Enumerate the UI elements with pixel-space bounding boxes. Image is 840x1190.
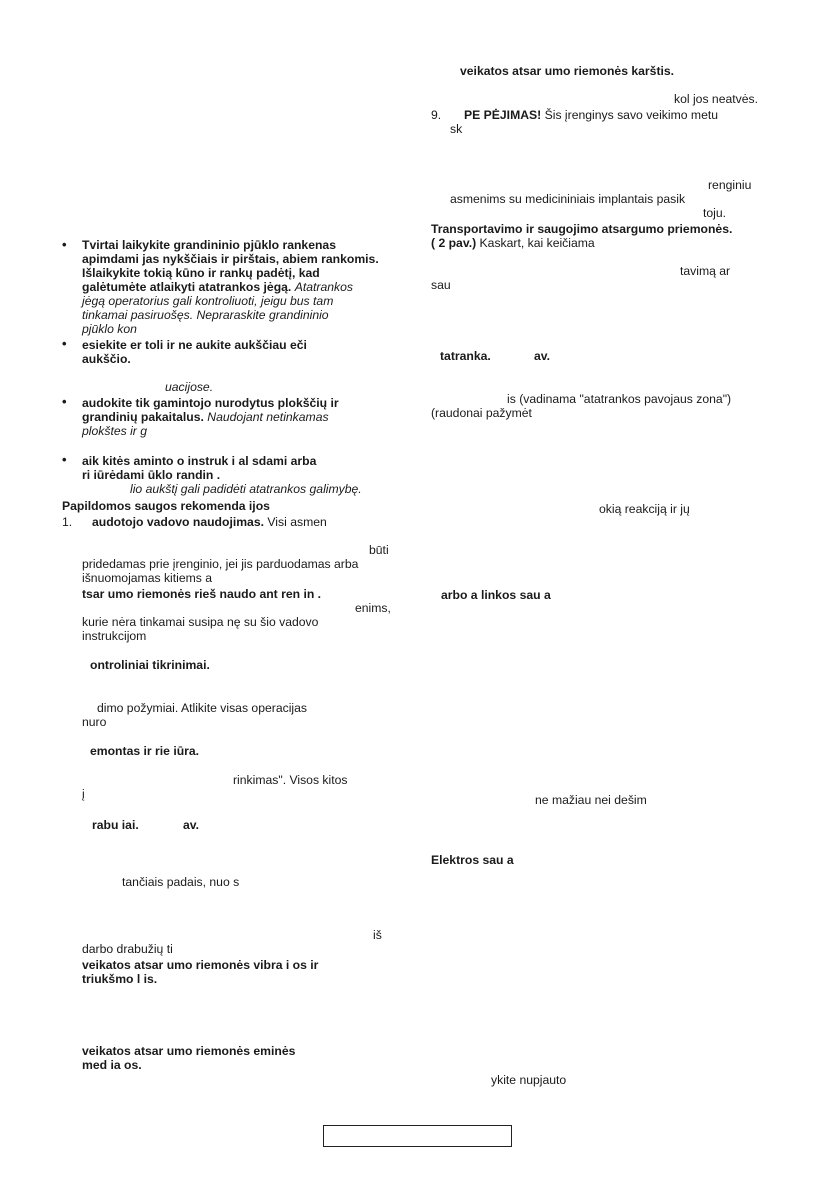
heat-text: kol jos neatvės. xyxy=(674,92,759,106)
item9-text: Šis įrenginys savo veikimo metu xyxy=(544,108,719,122)
subheading-kickback: tatranka. xyxy=(440,349,491,363)
subheading-clothing xyxy=(92,818,139,832)
bullet-marker: • xyxy=(62,336,67,351)
clothing-bold: rabu iai. xyxy=(92,818,139,832)
bullet-marker: • xyxy=(62,237,67,252)
bullet4-line2: ri iūrėdami ūklo randin . xyxy=(82,468,221,482)
subheading-checks: ontroliniai tikrinimai. xyxy=(90,658,210,672)
bullet-marker: • xyxy=(62,394,67,409)
p3-line2: nuro xyxy=(82,715,107,729)
implant-text-2: asmenims su medicininiais implantais pasik xyxy=(450,192,686,206)
bullet2-line1: esiekite er toli ir ne aukite aukščiau eči xyxy=(82,338,307,352)
bullet1-line3: Išlaikykite tokią kūno ir rankų padėtį, kad xyxy=(82,266,320,280)
implant-text-1: renginiu xyxy=(708,178,752,192)
bullet3-line3: plokštes ir g xyxy=(82,424,148,438)
transport-heading: Transportavimo ir saugojimo atsargumo priemonės. xyxy=(431,222,733,236)
item1-text: Visi asmen xyxy=(267,515,327,529)
item9-warning: PE PĖJIMAS! xyxy=(464,108,542,122)
subheading-chemicals-l1: veikatos atsar umo riemonės eminės xyxy=(82,1044,296,1058)
p2-line3: instrukcijom xyxy=(82,629,147,643)
bullet1-line2: apimdami jas nykščiais ir pirštais, abiem rankomis. xyxy=(82,252,379,266)
item1-line xyxy=(92,515,327,529)
bullet3-line2-bold: grandinių pakaitalus. xyxy=(82,410,204,424)
bullet3-line2 xyxy=(82,410,329,424)
transport-text: Kaskart, kai keičiama xyxy=(479,236,595,250)
p5-line1: tančiais padais, nuo s xyxy=(122,875,240,889)
bullet1-line7: pjūklo kon xyxy=(82,322,137,336)
p2-line2: kurie nėra tinkamai susipa nę su šio vadovo xyxy=(82,615,319,629)
bullet3-line2-italic: Naudojant netinkamas xyxy=(207,410,329,424)
kickback-text-1: is (vadinama "atatrankos pavojaus zona") xyxy=(507,392,732,406)
bullet2-line2: aukščio. xyxy=(82,352,131,366)
bullet4-line1: aik kitės aminto o instruk i al sdami arba xyxy=(82,454,317,468)
subheading-chemicals-l2: med ia os. xyxy=(82,1058,142,1072)
p3-line1: dimo požymiai. Atlikite visas operacijas xyxy=(97,701,307,715)
subheading-precautions: tsar umo riemonės rieš naudo ant ren in . xyxy=(82,587,322,601)
transport-line xyxy=(431,236,595,250)
subheading-electrical: Elektros sau a xyxy=(431,853,514,867)
bullet1-line4-bold: galėtumėte atlaikyti atatrankos jėgą. xyxy=(82,280,292,294)
subheading-vibration-l2: triukšmo l is. xyxy=(82,972,158,986)
p1-line3: išnuomojamas kitiems a xyxy=(82,571,213,585)
p2-line1: enims, xyxy=(355,601,391,615)
item1-number: 1. xyxy=(62,515,73,529)
kickback-text-2: (raudonai pažymėt xyxy=(431,406,532,420)
kickback-text-3: okią reakciją ir jų xyxy=(599,502,690,516)
bullet4-line3: lio aukštį gali padidėti atatrankos galimybę. xyxy=(130,482,362,496)
bullet1-line4-italic: Atatrankos xyxy=(294,280,353,294)
item9-line2: sk xyxy=(450,122,463,136)
p1-line2: pridedamas prie įrenginio, jei jis parduodamas arba xyxy=(82,557,359,571)
workplace-text: ne mažiau nei dešim xyxy=(535,793,647,807)
p4-line1: rinkimas". Visos kitos xyxy=(233,773,348,787)
transport-fig-ref: ( 2 pav.) xyxy=(431,236,477,250)
item9-number: 9. xyxy=(431,108,442,122)
item1-bold: audotojo vadovo naudojimas. xyxy=(92,515,264,529)
bullet1-line4 xyxy=(82,280,353,294)
clothing-fig-ref: av. xyxy=(183,818,200,832)
subheading-heat: veikatos atsar umo riemonės karštis. xyxy=(460,64,675,78)
p4-line2: į xyxy=(82,787,85,801)
p6-line2: darbo drabužių ti xyxy=(82,942,173,956)
electrical-text: ykite nupjauto xyxy=(491,1073,567,1087)
transport-text-3: sau xyxy=(431,278,451,292)
subheading-workplace: arbo a linkos sau a xyxy=(441,588,551,602)
bullet1-line5: jėgą operatorius gali kontroliuoti, jeigu bus tam xyxy=(82,294,334,308)
page-number-box xyxy=(323,1125,512,1147)
bullet-marker: • xyxy=(62,452,67,467)
transport-text-2: tavimą ar xyxy=(680,264,731,278)
bullet1-line1: Tvirtai laikykite grandininio pjūklo rankenas xyxy=(82,238,336,252)
subheading-vibration-l1: veikatos atsar umo riemonės vibra i os ir xyxy=(82,958,319,972)
subheading-maintenance: emontas ir rie iūra. xyxy=(90,744,200,758)
bullet1-line6: tinkamai pasiruošęs. Nepraraskite grandininio xyxy=(82,308,329,322)
section-heading: Papildomos saugos rekomenda ijos xyxy=(62,499,270,513)
p6-line1: iš xyxy=(373,928,382,942)
kickback-fig-ref: av. xyxy=(534,349,551,363)
implant-text-3: toju. xyxy=(703,206,727,220)
item9-line xyxy=(464,108,718,122)
bullet2-line3: uacijose. xyxy=(165,380,214,394)
p1-line1: būti xyxy=(369,543,389,557)
bullet3-line1: audokite tik gamintojo nurodytus plokščių ir xyxy=(82,396,339,410)
